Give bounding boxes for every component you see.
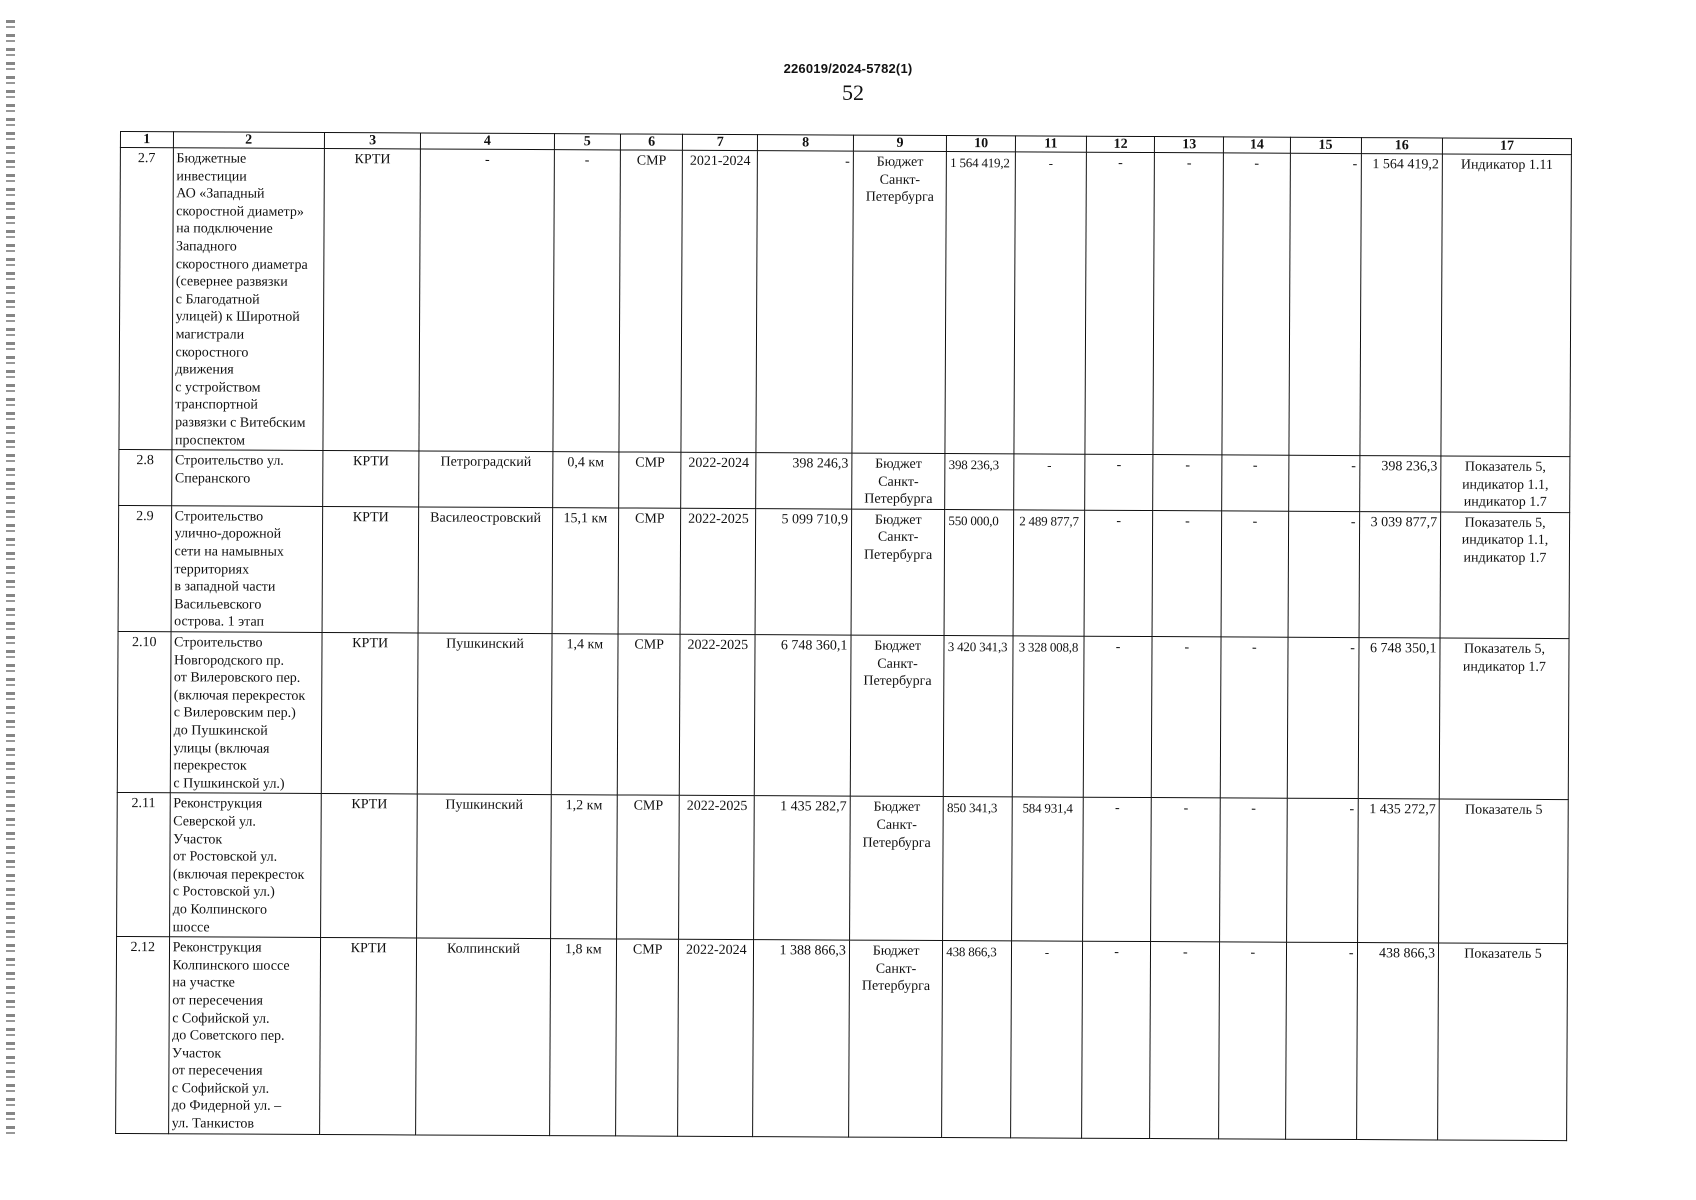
amount-year-3: -	[1084, 510, 1153, 636]
table-row	[116, 937, 1568, 1141]
event-name-line: с Ростовской ул.)	[172, 884, 275, 901]
funding-source	[850, 635, 944, 797]
event-name-line: Васильевского	[174, 597, 262, 613]
length: 1,2 км	[550, 795, 617, 939]
funding-source-line: Санкт-	[877, 530, 919, 546]
total-cost: -	[756, 151, 853, 454]
indicator-line: индикатор 1.1,	[1461, 533, 1549, 549]
event-name-line: скоростного	[175, 344, 249, 361]
amount-year-3: -	[1085, 152, 1155, 454]
amount-year-5: -	[1220, 798, 1287, 942]
total-cost: 6 748 360,1	[755, 635, 851, 797]
district: -	[419, 149, 554, 452]
indicator-line: Показатель 5,	[1464, 459, 1546, 476]
event-name-line: от Вилеровского пер.	[173, 670, 301, 687]
event-name-line: от Ростовской ул.	[172, 849, 278, 865]
work-type: СМР	[618, 508, 681, 634]
amount-year-2: 2 489 877,7	[1013, 510, 1084, 637]
row-number: 2.10	[117, 632, 170, 794]
funding-source-line: Петербурга	[862, 835, 931, 851]
period: 2021-2024	[681, 150, 758, 452]
amount-year-4: -	[1152, 637, 1221, 799]
column-number-1: 1	[120, 132, 173, 148]
period: 2022-2025	[679, 796, 755, 940]
event-name-line: Участок	[172, 1045, 222, 1062]
amount-year-4: -	[1150, 942, 1220, 1139]
event-name-line: до Колпинского	[172, 902, 268, 918]
amount-year-2: -	[1014, 454, 1085, 510]
amount-year-5: -	[1222, 153, 1290, 455]
amount-year-2: 3 328 008,8	[1012, 636, 1084, 798]
event-name	[170, 632, 322, 794]
event-name-line: с Софийской ул.	[172, 1010, 270, 1027]
event-name-line: (включая перекресток	[173, 688, 306, 704]
column-number-14: 14	[1224, 137, 1291, 153]
funding-source-line: Петербурга	[863, 547, 933, 564]
event-name-line: улицы (включая	[173, 740, 270, 757]
amount-year-5: -	[1220, 637, 1287, 799]
event-name	[171, 506, 323, 633]
column-number-3: 3	[324, 132, 421, 148]
event-name-line: шоссе	[172, 919, 210, 935]
event-name	[168, 937, 320, 1134]
funding-source-line: Бюджет	[872, 943, 920, 960]
column-number-10: 10	[947, 136, 1016, 152]
column-number-15: 15	[1290, 137, 1361, 153]
event-name-line: от пересечения	[172, 993, 264, 1009]
funding-source-line: Санкт-	[876, 817, 918, 833]
work-type: СМР	[619, 452, 682, 508]
amount-total: 1 564 419,2	[1359, 154, 1442, 456]
event-name-line: улицей) к Широтной	[175, 309, 300, 326]
column-number-11: 11	[1015, 136, 1086, 152]
event-name-line: Реконструкция	[172, 940, 262, 956]
event-name-line: Участок	[173, 831, 223, 848]
event-name-line: скоростной диаметр»	[176, 204, 304, 220]
amount-year-5: -	[1221, 511, 1288, 637]
amount-year-3: -	[1083, 636, 1152, 798]
amount-total: 3 039 877,7	[1359, 511, 1441, 638]
district: Колпинский	[416, 938, 550, 1135]
period: 2022-2024	[681, 452, 756, 508]
indicator	[1438, 943, 1568, 1140]
indicator-line: Показатель 5,	[1464, 515, 1546, 531]
funding-source-line: Санкт-	[875, 961, 917, 977]
table-row	[117, 793, 1569, 944]
district: Пушкинский	[417, 794, 551, 938]
funding-source-line: Бюджет	[875, 456, 922, 473]
total-cost: 5 099 710,9	[755, 508, 851, 635]
column-number-12: 12	[1086, 136, 1155, 152]
indicator-line: индикатор 1.7	[1463, 494, 1547, 511]
event-name-line: с Благодатной	[175, 292, 260, 308]
column-number-17: 17	[1442, 138, 1571, 155]
table-row	[117, 632, 1569, 800]
indicator	[1439, 638, 1569, 800]
event-name-line: перекресток	[173, 758, 247, 774]
funding-source	[851, 509, 945, 636]
amount-year-6: -	[1288, 455, 1359, 511]
funding-source-line: Бюджет	[876, 154, 924, 170]
event-name-line: сети на намывных	[174, 544, 284, 560]
amount-year-3: -	[1082, 798, 1151, 942]
funding-source-line: Бюджет	[874, 638, 922, 654]
indicator-line: Показатель 5,	[1463, 641, 1546, 658]
amount-year-1: 550 000,0	[944, 509, 1013, 635]
amount-year-4: -	[1153, 510, 1222, 636]
total-cost: 398 246,3	[756, 453, 852, 509]
event-name-line: с устройством	[175, 379, 261, 396]
amount-year-2: -	[1014, 152, 1086, 454]
event-name-line: с Софийской ул.	[171, 1081, 270, 1097]
amount-year-4: -	[1151, 798, 1220, 942]
table-container	[115, 131, 1572, 1141]
scan-edge-artifact	[6, 20, 15, 1140]
event-name-line: проспектом	[175, 432, 246, 449]
amount-total: 6 748 350,1	[1358, 638, 1440, 800]
funding-source	[850, 796, 944, 940]
amount-year-1: 3 420 341,3	[944, 636, 1013, 798]
length: 1,4 км	[551, 634, 618, 796]
indicator	[1441, 456, 1570, 512]
event-name-line: территориях	[174, 561, 250, 578]
responsible-org: КРТИ	[322, 506, 419, 633]
event-name	[171, 450, 323, 507]
event-name-line: Северской ул.	[173, 814, 256, 830]
amount-year-6: -	[1289, 153, 1361, 455]
event-name-line: улично-дорожной	[174, 526, 282, 543]
event-name-line: на участке	[172, 975, 235, 991]
funding-source-line: Бюджет	[874, 512, 922, 528]
funding-source-line: Петербурга	[863, 673, 932, 690]
table-row	[118, 505, 1570, 638]
total-cost: 1 388 866,3	[753, 940, 849, 1137]
length: 15,1 км	[552, 507, 619, 633]
funding-source-line: Петербурга	[865, 189, 934, 206]
event-name-line: (включая перекресток	[172, 867, 305, 883]
event-name-line: Строительство ул.	[174, 453, 284, 469]
amount-total: 1 435 272,7	[1357, 799, 1439, 943]
event-name-line: Строительство	[174, 509, 264, 525]
funding-source-line: Санкт-	[879, 172, 921, 188]
event-name-line: до Фидерной ул. –	[171, 1098, 282, 1115]
funding-source-line: Бюджет	[873, 800, 921, 816]
responsible-org: КРТИ	[319, 938, 417, 1135]
column-number-2: 2	[173, 132, 324, 149]
funding-source	[852, 151, 947, 454]
length: 0,4 км	[552, 452, 619, 508]
document-id: 226019/2024-5782(1)	[783, 61, 913, 76]
amount-year-6: -	[1286, 799, 1358, 943]
row-number: 2.7	[119, 148, 173, 450]
amount-total: 438 866,3	[1356, 943, 1439, 1140]
indicator	[1440, 512, 1570, 639]
event-name-line: Реконструкция	[173, 796, 263, 813]
column-number-13: 13	[1155, 137, 1224, 153]
amount-year-3: -	[1081, 941, 1151, 1138]
amount-year-6: -	[1285, 942, 1357, 1139]
amount-year-5: -	[1222, 455, 1289, 511]
event-name-line: АО «Западный	[176, 186, 265, 202]
indicator-line: индикатор 1.1,	[1462, 477, 1549, 493]
event-name-line: скоростного диаметра	[175, 256, 308, 273]
column-number-5: 5	[554, 134, 621, 150]
row-number: 2.8	[119, 450, 172, 506]
indicator	[1441, 154, 1571, 457]
event-name-line: Колпинского шоссе	[172, 957, 290, 974]
row-number: 2.11	[117, 793, 170, 937]
event-name-line: инвестиции	[176, 168, 247, 185]
event-name-line: транспортной	[175, 397, 258, 413]
indicator-line: индикатор 1.7	[1462, 659, 1546, 675]
amount-year-1: 438 866,3	[942, 941, 1012, 1138]
event-name-line: Строительство	[174, 635, 263, 651]
amount-year-1: 850 341,3	[943, 797, 1012, 941]
funding-source-line: Санкт-	[878, 474, 919, 490]
amount-year-5: -	[1219, 942, 1286, 1139]
event-name-line: движения	[175, 362, 234, 378]
work-type: СМР	[617, 634, 680, 796]
event-name-line: Западного	[175, 239, 237, 255]
indicator-line: Показатель 5	[1464, 946, 1542, 963]
work-type: СМР	[617, 795, 680, 939]
responsible-org: КРТИ	[323, 148, 421, 451]
event-name-line: на подключение	[176, 221, 273, 238]
funding-source	[852, 453, 946, 509]
column-number-9: 9	[853, 135, 946, 151]
program-table	[115, 131, 1572, 1141]
period: 2022-2025	[680, 634, 756, 796]
column-number-4: 4	[421, 133, 554, 150]
indicator-line: индикатор 1.7	[1463, 550, 1547, 567]
period: 2022-2025	[680, 508, 756, 635]
event-name-line: (севернее развязки	[175, 274, 288, 290]
amount-year-2: -	[1011, 941, 1083, 1138]
page-number: 52	[842, 80, 864, 105]
event-name-line: до Пушкинской	[173, 723, 268, 739]
length: -	[552, 150, 620, 452]
event-name-line: острова. 1 этап	[174, 614, 265, 631]
row-number: 2.12	[116, 937, 170, 1134]
responsible-org: КРТИ	[320, 794, 417, 938]
funding-source-line: Санкт-	[877, 656, 918, 672]
row-number: 2.9	[118, 505, 171, 631]
responsible-org: КРТИ	[321, 633, 418, 795]
event-name-line: в западной части	[174, 579, 276, 596]
table-row	[119, 148, 1571, 457]
funding-source	[849, 940, 943, 1137]
district: Василеостровский	[419, 507, 553, 634]
event-name-line: от пересечения	[171, 1063, 263, 1079]
amount-year-1: 1 564 419,2	[945, 152, 1015, 454]
amount-year-3: -	[1084, 454, 1153, 510]
length: 1,8 км	[549, 939, 616, 1136]
event-name-line: Бюджетные	[176, 151, 247, 167]
amount-year-2: 584 931,4	[1012, 797, 1084, 941]
event-name-line: с Вилеровским пер.)	[173, 705, 296, 722]
column-number-16: 16	[1361, 138, 1443, 154]
event-name-line: ул. Танкистов	[171, 1116, 255, 1132]
event-name-line: Новгородского пр.	[173, 652, 285, 669]
indicator	[1439, 799, 1569, 943]
work-type: СМР	[616, 939, 679, 1136]
column-number-7: 7	[683, 134, 758, 150]
responsible-org: КРТИ	[323, 451, 420, 507]
amount-year-4: -	[1153, 455, 1222, 511]
amount-year-6: -	[1288, 511, 1359, 638]
period: 2022-2024	[678, 939, 754, 1136]
event-name-line: магистрали	[175, 327, 245, 343]
amount-total: 398 236,3	[1359, 456, 1441, 512]
event-name-line: с Пушкинской ул.)	[173, 776, 285, 792]
funding-source-line: Петербурга	[861, 978, 931, 995]
event-name	[169, 793, 321, 937]
event-name-line: Сперанского	[174, 470, 251, 487]
indicator-line: Показатель 5	[1464, 802, 1543, 819]
funding-source-line: Петербурга	[864, 491, 933, 508]
column-number-8: 8	[758, 135, 854, 151]
event-name	[172, 148, 325, 451]
event-name-line: развязки с Витебским	[175, 415, 306, 431]
district: Петроградский	[419, 451, 552, 507]
column-number-6: 6	[620, 134, 682, 150]
amount-year-6: -	[1287, 637, 1359, 799]
event-name-line: до Советского пер.	[172, 1028, 285, 1044]
district: Пушкинский	[418, 633, 552, 795]
total-cost: 1 435 282,7	[754, 796, 850, 940]
table-row	[119, 450, 1570, 513]
work-type: СМР	[619, 150, 683, 452]
amount-year-1: 398 236,3	[945, 454, 1014, 510]
indicator-line: Индикатор 1.11	[1460, 157, 1553, 174]
amount-year-4: -	[1153, 153, 1223, 455]
